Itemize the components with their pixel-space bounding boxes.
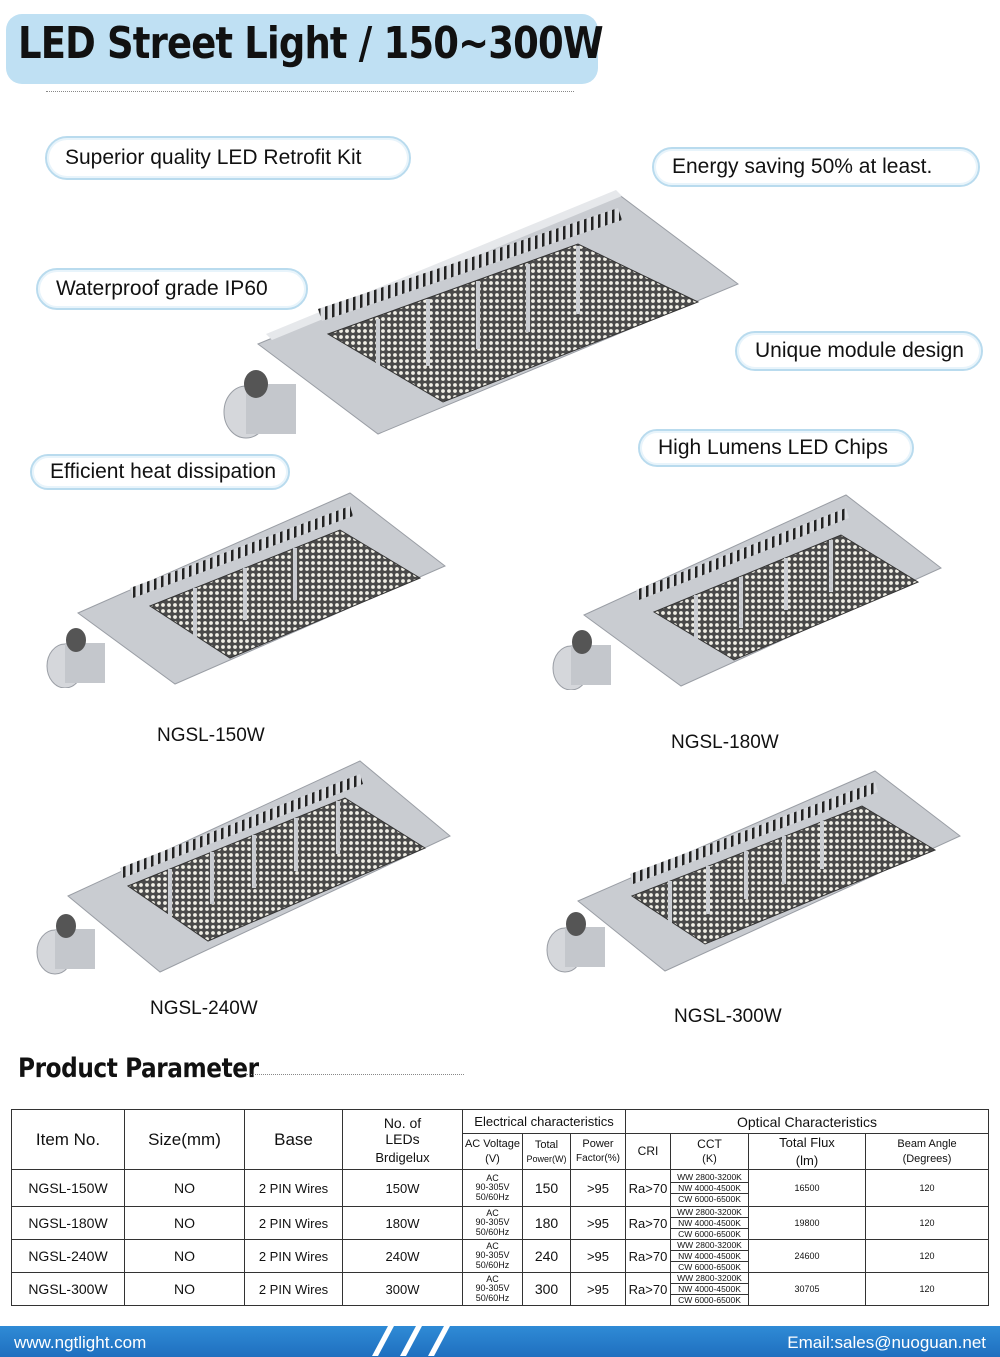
header-cct-line2: (K) bbox=[702, 1153, 717, 1166]
table-row bbox=[12, 1170, 989, 1207]
cell-beam: 120 bbox=[866, 1240, 989, 1273]
cell-flux: 30705 bbox=[749, 1273, 866, 1306]
feature-energy bbox=[652, 147, 980, 187]
cell-cri: Ra>70 bbox=[626, 1207, 671, 1240]
cell-ac-2: 90-305V bbox=[475, 1217, 510, 1228]
feature-energy-text: Energy saving 50% at least. bbox=[672, 155, 933, 178]
cct-cw: CW 6000-6500K bbox=[678, 1262, 741, 1273]
cell-leds: 300W bbox=[343, 1273, 463, 1306]
cell-leds: 180W bbox=[343, 1207, 463, 1240]
cell-ac-1: AC bbox=[486, 1240, 499, 1251]
street-light-large-image bbox=[218, 184, 748, 442]
cct-ww: WW 2800-3200K bbox=[671, 1240, 748, 1251]
cell-item: NGSL-240W bbox=[12, 1240, 125, 1273]
header-beam-line1: Beam Angle bbox=[897, 1137, 957, 1150]
page-title: LED Street Light / 150~300W bbox=[18, 18, 603, 69]
header-cri: CRI bbox=[626, 1134, 671, 1170]
cell-base: 2 PIN Wires bbox=[245, 1207, 343, 1240]
slash-decoration-icon bbox=[366, 1322, 456, 1357]
cct-nw: NW 4000-4500K bbox=[671, 1251, 748, 1262]
header-leds bbox=[343, 1110, 463, 1170]
header-leds-line1: No. of bbox=[383, 1114, 422, 1131]
cell-base: 2 PIN Wires bbox=[245, 1240, 343, 1273]
header-flux-line1: Total Flux bbox=[779, 1135, 835, 1150]
cell-power: 150 bbox=[523, 1170, 571, 1207]
cct-nw: NW 4000-4500K bbox=[671, 1218, 748, 1229]
footer-website-link[interactable]: www.ngtlight.com bbox=[14, 1333, 147, 1352]
parameter-divider bbox=[246, 1074, 464, 1075]
header-electrical: Electrical characteristics bbox=[463, 1110, 626, 1134]
cell-ac-1: AC bbox=[486, 1273, 499, 1284]
cell-item: NGSL-180W bbox=[12, 1207, 125, 1240]
header-item: Item No. bbox=[12, 1110, 125, 1170]
feature-lumens-text: High Lumens LED Chips bbox=[658, 436, 888, 459]
header-pf-line2: Factor(%) bbox=[576, 1153, 620, 1165]
cell-ac-1: AC bbox=[486, 1172, 499, 1183]
cell-cct bbox=[671, 1240, 749, 1273]
cell-item: NGSL-150W bbox=[12, 1170, 125, 1207]
model-label-240w: NGSL-240W bbox=[150, 998, 258, 1019]
cell-ac-3: 50/60Hz bbox=[475, 1226, 510, 1237]
header-total-power bbox=[523, 1134, 571, 1170]
cell-ac bbox=[463, 1273, 523, 1306]
cell-size: NO bbox=[125, 1273, 245, 1306]
cell-cct bbox=[671, 1273, 749, 1306]
cell-power: 180 bbox=[523, 1207, 571, 1240]
feature-heat-text: Efficient heat dissipation bbox=[50, 460, 277, 483]
model-label-300w: NGSL-300W bbox=[674, 1006, 782, 1027]
header-cct-line1: CCT bbox=[697, 1137, 722, 1152]
header-power-line2: Power(W) bbox=[526, 1153, 567, 1164]
feature-heat bbox=[30, 454, 290, 490]
street-light-240w-image bbox=[30, 756, 455, 978]
cct-ww: WW 2800-3200K bbox=[671, 1273, 748, 1284]
header-flux bbox=[749, 1134, 866, 1170]
header-beam bbox=[866, 1134, 989, 1170]
table-row bbox=[12, 1273, 989, 1306]
header-ac-voltage bbox=[463, 1134, 523, 1170]
cell-leds: 240W bbox=[343, 1240, 463, 1273]
table-row bbox=[12, 1240, 989, 1273]
header-leds-line3: Brdigelux bbox=[375, 1149, 430, 1165]
cell-pf: >95 bbox=[571, 1207, 626, 1240]
header-pf-line1: Power bbox=[582, 1138, 614, 1151]
cell-base: 2 PIN Wires bbox=[245, 1170, 343, 1207]
cct-ww: WW 2800-3200K bbox=[671, 1172, 748, 1183]
table-header-row-1 bbox=[12, 1110, 989, 1134]
cell-flux: 19800 bbox=[749, 1207, 866, 1240]
header-beam-line2: (Degrees) bbox=[902, 1152, 952, 1165]
cell-cct bbox=[671, 1170, 749, 1207]
title-divider bbox=[46, 91, 574, 92]
table-row bbox=[12, 1207, 989, 1240]
cell-ac-2: 90-305V bbox=[475, 1283, 510, 1294]
cell-power: 300 bbox=[523, 1273, 571, 1306]
cct-nw: NW 4000-4500K bbox=[671, 1183, 748, 1194]
cell-pf: >95 bbox=[571, 1240, 626, 1273]
header-size: Size(mm) bbox=[125, 1110, 245, 1170]
cell-ac bbox=[463, 1207, 523, 1240]
cell-size: NO bbox=[125, 1207, 245, 1240]
header-cct bbox=[671, 1134, 749, 1170]
model-label-180w: NGSL-180W bbox=[671, 732, 779, 753]
feature-module-text: Unique module design bbox=[755, 339, 964, 362]
street-light-180w-image bbox=[546, 490, 946, 690]
cell-ac bbox=[463, 1240, 523, 1273]
header-power-factor bbox=[571, 1134, 626, 1170]
cct-cw: CW 6000-6500K bbox=[678, 1194, 741, 1205]
cell-ac-2: 90-305V bbox=[475, 1182, 510, 1193]
cell-ac-1: AC bbox=[486, 1207, 499, 1218]
cct-nw: NW 4000-4500K bbox=[671, 1284, 748, 1295]
cell-power: 240 bbox=[523, 1240, 571, 1273]
model-label-150w: NGSL-150W bbox=[157, 725, 265, 746]
street-light-150w-image bbox=[40, 488, 450, 688]
cell-beam: 120 bbox=[866, 1207, 989, 1240]
cell-flux: 16500 bbox=[749, 1170, 866, 1207]
cell-cri: Ra>70 bbox=[626, 1170, 671, 1207]
cell-ac-3: 50/60Hz bbox=[475, 1292, 510, 1303]
header-ac-line2: (V) bbox=[485, 1152, 500, 1165]
product-parameter-heading: Product Parameter bbox=[18, 1053, 259, 1084]
header-power-line1: Total bbox=[534, 1139, 559, 1152]
cell-size: NO bbox=[125, 1170, 245, 1207]
product-parameter-table bbox=[11, 1109, 989, 1306]
cell-cri: Ra>70 bbox=[626, 1240, 671, 1273]
cell-leds: 150W bbox=[343, 1170, 463, 1207]
cell-beam: 120 bbox=[866, 1170, 989, 1207]
feature-waterproof-text: Waterproof grade IP60 bbox=[56, 277, 268, 300]
cell-ac-2: 90-305V bbox=[475, 1250, 510, 1261]
cct-cw: CW 6000-6500K bbox=[678, 1295, 741, 1306]
header-base: Base bbox=[245, 1110, 343, 1170]
cell-ac-3: 50/60Hz bbox=[475, 1259, 510, 1270]
header-ac-line1: AC Voltage bbox=[464, 1137, 521, 1150]
header-optical: Optical Characteristics bbox=[626, 1110, 989, 1134]
cell-pf: >95 bbox=[571, 1273, 626, 1306]
cell-base: 2 PIN Wires bbox=[245, 1273, 343, 1306]
cell-size: NO bbox=[125, 1240, 245, 1273]
cct-cw: CW 6000-6500K bbox=[678, 1229, 741, 1240]
footer-email-link[interactable]: Email:sales@nuoguan.net bbox=[787, 1333, 986, 1352]
cell-item: NGSL-300W bbox=[12, 1273, 125, 1306]
cell-ac-3: 50/60Hz bbox=[475, 1191, 510, 1202]
header-leds-line2: LEDs bbox=[385, 1130, 420, 1147]
street-light-300w-image bbox=[540, 766, 965, 976]
cell-beam: 120 bbox=[866, 1273, 989, 1306]
feature-module bbox=[735, 331, 983, 371]
cell-flux: 24600 bbox=[749, 1240, 866, 1273]
cell-pf: >95 bbox=[571, 1170, 626, 1207]
cell-cct bbox=[671, 1207, 749, 1240]
cell-ac bbox=[463, 1170, 523, 1207]
cell-cri: Ra>70 bbox=[626, 1273, 671, 1306]
feature-retrofit-text: Superior quality LED Retrofit Kit bbox=[65, 146, 362, 169]
feature-retrofit bbox=[45, 136, 411, 180]
cct-ww: WW 2800-3200K bbox=[671, 1207, 748, 1218]
header-flux-line2: (lm) bbox=[795, 1152, 819, 1168]
